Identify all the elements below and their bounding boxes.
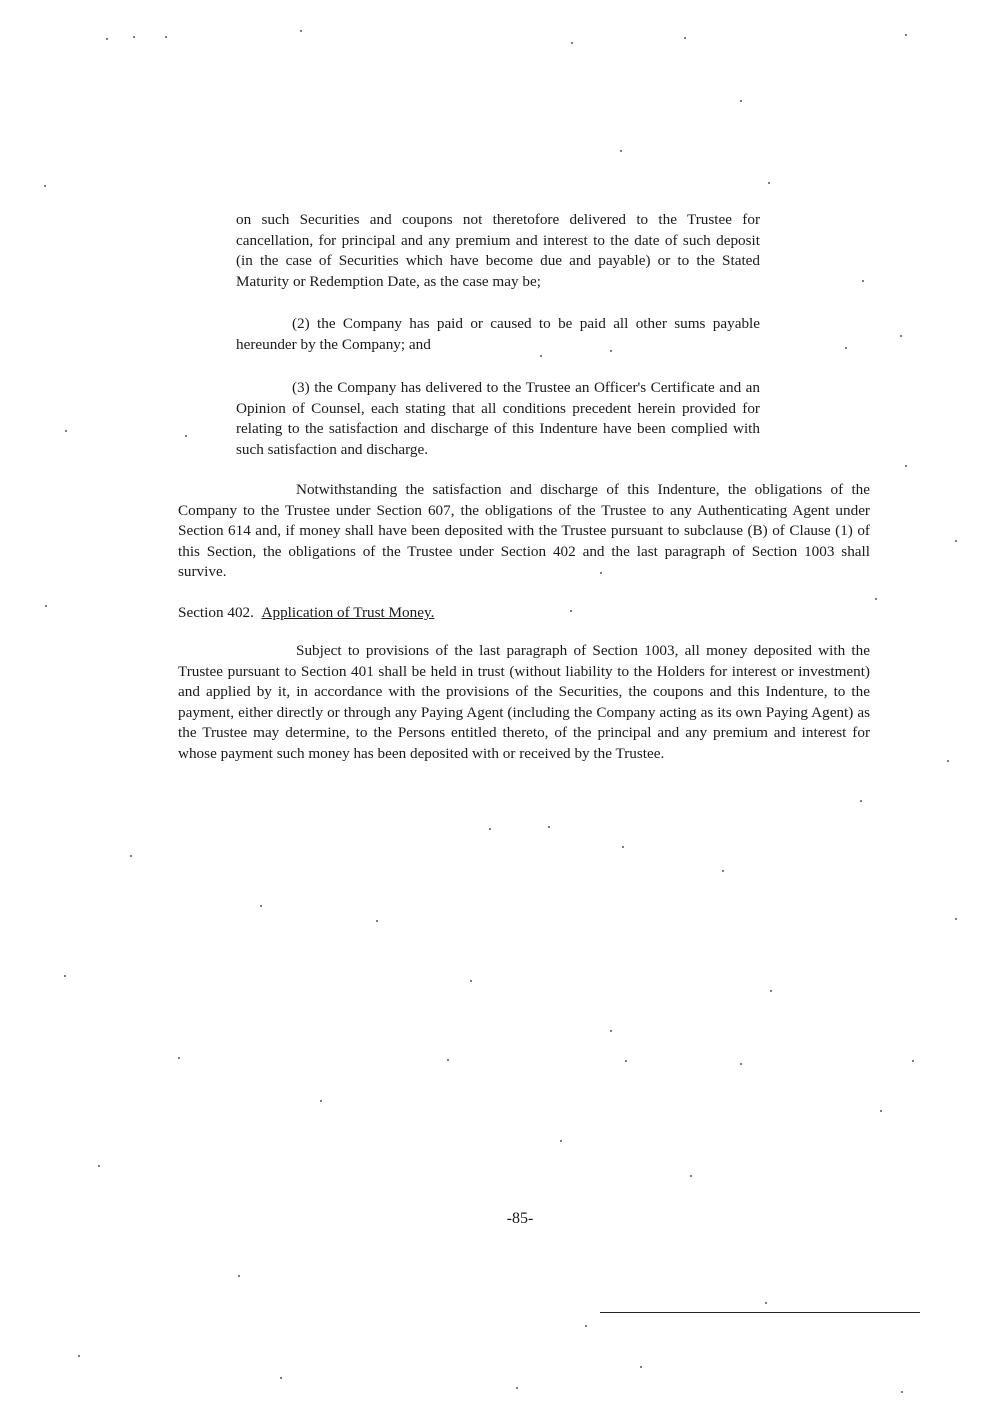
page-number: -85- [506, 1210, 534, 1227]
section-402-number: Section 402. [178, 604, 254, 621]
paragraph-clause-3: (3) the Company has delivered to the Trustee an Officer's Certificate and an Opinion of Counsel, each stating that all conditions precedent herein provided for relating to the satisfaction and discharge of this Indenture have been complied with such satisfaction and discharge. [236, 379, 760, 458]
paragraph-clause-2: (2) the Company has paid or caused to be paid all other sums payable hereunder by the Company; and [236, 315, 760, 353]
section-402-title: Application of Trust Money. [261, 604, 435, 621]
paragraph-notwithstanding: Notwithstanding the satisfaction and discharge of this Indenture, the obligations of the Company to the Trustee under Section 607, the obligations of the Trustee to any Authenticating Agent under Section 614 and, if money shall have been deposited with the Trustee pursuant to subclause (B) of Clause (1) of this Section, the obligations of the Trustee under Section 402 and the last paragraph of Section 1003 shall survive. [178, 481, 870, 581]
section-402-heading [178, 603, 434, 623]
paragraph-application-of-trust-money: Subject to provisions of the last paragraph of Section 1003, all money deposited with the Trustee pursuant to Section 401 shall be held in trust (without liability to the Holders for interest or investment) and applied by it, in accordance with the provisions of the Securities, the coupons and this Indenture, to the payment, either directly or through any Paying Agent (including the Company acting as its own Paying Agent) as the Trustee may determine, to the Persons entitled thereto, of the principal and any premium and interest for whose payment such money has been deposited with or received by the Trustee. [178, 642, 870, 762]
paragraph-securities-continuation: on such Securities and coupons not theretofore delivered to the Trustee for cancellation, for principal and any premium and interest to the date of such deposit (in the case of Securities which have become due and payable) or to the Stated Maturity or Redemption Date, as the case may be; [236, 211, 760, 290]
footer-rule [600, 1312, 920, 1313]
